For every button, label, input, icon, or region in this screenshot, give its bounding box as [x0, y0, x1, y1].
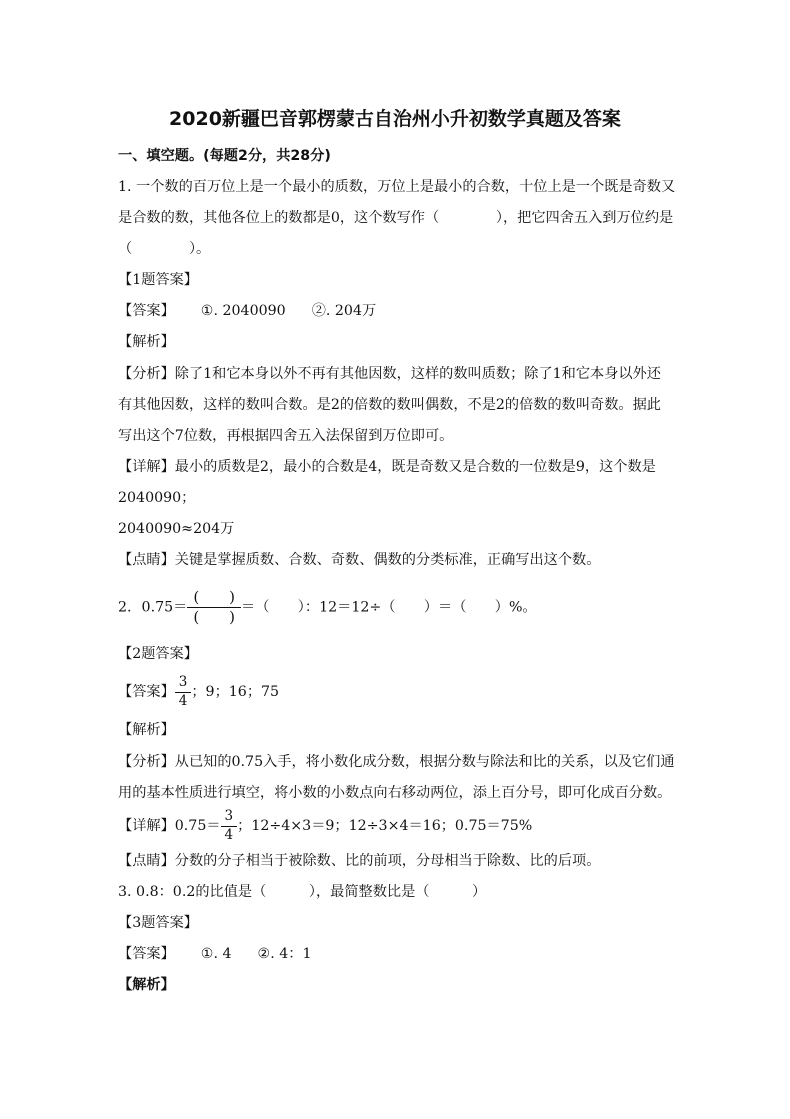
q1-answer-2: ②. 204万: [311, 303, 377, 319]
q1-detail-3: 2040090≈204万: [118, 521, 235, 537]
q3-analysis-tag: 【解析】: [118, 977, 175, 993]
q2-detail-fraction: [221, 810, 238, 842]
q1-analysis-1: 【分析】除了1和它本身以外不再有其他因数，这样的数叫质数；除了1和它本身以外还: [118, 366, 661, 382]
q2-detail-prefix: 【详解】0.75＝: [118, 818, 221, 834]
q2-analysis-tag: 【解析】: [118, 722, 175, 738]
q1-answer-tag: 【答案】: [118, 303, 175, 319]
q1-analysis-tag: 【解析】: [118, 334, 175, 350]
section-heading: 一、填空题。(每题2分，共28分): [118, 148, 331, 164]
q1-answer-1: ①. 2040090: [200, 303, 286, 319]
q3-answer-header: 【3题答案】: [118, 915, 198, 931]
q1-line-1: 1. 一个数的百万位上是一个最小的质数，万位上是最小的合数，十位上是一个既是奇数又: [118, 179, 676, 195]
q2-blank-fraction: [187, 590, 241, 625]
q2-rest: ＝（ ）：12＝12÷（ ）＝（ ）%。: [241, 599, 537, 616]
q2-detail-denominator: 4: [224, 826, 234, 843]
q2-blank-denominator: ( ): [193, 608, 236, 626]
q2-answer-rest: ；9；16；75: [191, 684, 280, 700]
q2-answer-numerator: 3: [175, 676, 192, 693]
q2-blank-numerator: ( ): [187, 590, 241, 608]
q2-detail-line: [118, 808, 678, 843]
q1-detail-1: 【详解】最小的质数是2，最小的合数是4，既是奇数又是合数的一位数是9，这个数是: [118, 459, 656, 475]
q2-answer-line: [118, 674, 678, 709]
q1-analysis-2: 有其他因数，这样的数叫合数。是2的倍数的数叫偶数，不是2的倍数的数叫奇数。据此: [118, 397, 661, 413]
document-title: 2020新疆巴音郭楞蒙古自治州小升初数学真题及答案: [169, 108, 621, 130]
q1-line-3: （ ）。: [118, 241, 211, 257]
q1-answer-line: [118, 301, 678, 321]
q3-answer-2: ②. 4：1: [257, 946, 312, 962]
q2-line: [118, 590, 678, 624]
q2-answer-header: 【2题答案】: [118, 646, 198, 662]
q1-answer-header: 【1题答案】: [118, 272, 198, 288]
q1-comment: 【点睛】关键是掌握质数、合数、奇数、偶数的分类标准，正确写出这个数。: [118, 552, 601, 568]
q2-answer-fraction: [175, 676, 192, 708]
q1-detail-2: 2040090；: [118, 490, 196, 506]
q3-answer-line: [118, 944, 678, 964]
q2-analysis-2: 用的基本性质进行填空，将小数的小数点向右移动两位，添上百分号，即可化成百分数。: [118, 785, 672, 801]
q3-answer-tag: 【答案】: [118, 946, 175, 962]
q2-answer-denominator: 4: [178, 692, 188, 709]
q2-comment: 【点睛】分数的分子相当于被除数、比的前项，分母相当于除数、比的后项。: [118, 853, 601, 869]
q2-analysis-1: 【分析】从已知的0.75入手，将小数化成分数，根据分数与除法和比的关系，以及它们通: [118, 754, 675, 770]
q1-analysis-3: 写出这个7位数，再根据四舍五入法保留到万位即可。: [118, 428, 454, 444]
q3-line-1: 3. 0.8：0.2的比值是（ ），最简整数比是（ ）: [118, 884, 487, 900]
q2-answer-tag: 【答案】: [118, 684, 175, 700]
q2-number: 2.: [118, 599, 132, 616]
q2-detail-rest: ；12÷4×3＝9；12÷3×4＝16；0.75＝75%: [237, 818, 533, 834]
q2-lhs: 0.75＝: [141, 599, 188, 616]
q2-detail-numerator: 3: [221, 810, 238, 827]
q1-line-2: 是合数的数，其他各位上的数都是0，这个数写作（ ），把它四舍五入到万位约是: [118, 210, 674, 226]
q3-answer-1: ①. 4: [200, 946, 232, 962]
